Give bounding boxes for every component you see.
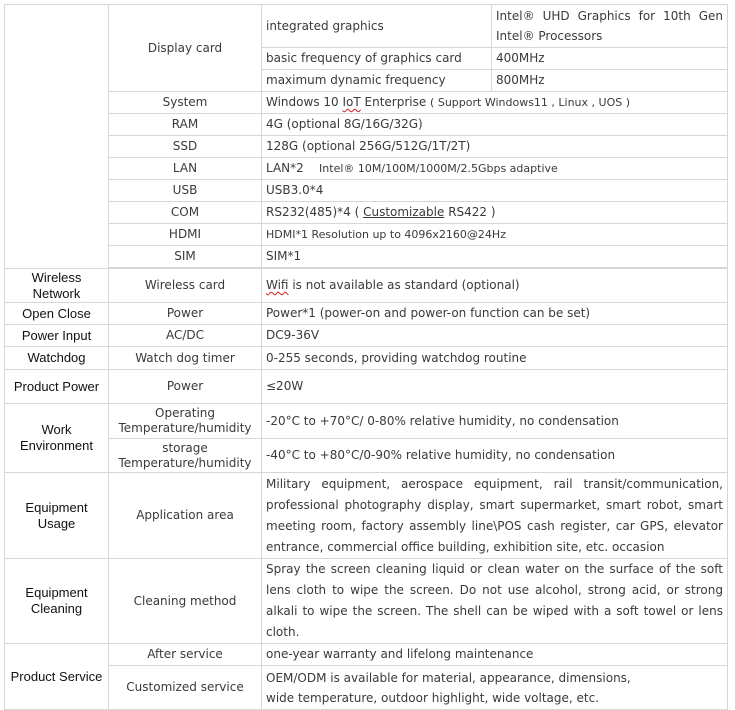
subcategory-ssd: SSD xyxy=(109,136,262,158)
com-customizable: Customizable xyxy=(363,205,445,219)
subcategory-usb: USB xyxy=(109,180,262,202)
com-text-a: RS232(485)*4 ( xyxy=(266,205,364,219)
subcategory-ram: RAM xyxy=(109,114,262,136)
subcategory-customized-service: Customized service xyxy=(109,666,262,710)
category-watchdog: Watchdog xyxy=(5,347,109,370)
value-line: wide temperature, outdoor highlight, wide voltage, etc. xyxy=(266,690,600,705)
spec-value-operating-temp: -20°C to +70°C/ 0-80% relative humidity, no condensation xyxy=(262,404,728,439)
spec-value-hdmi: HDMI*1 Resolution up to 4096x2160@24Hz xyxy=(262,224,728,246)
spec-value-integrated-graphics xyxy=(492,5,728,48)
spec-value-com xyxy=(262,202,728,224)
table-row xyxy=(5,303,728,325)
category-power-input: Power Input xyxy=(5,325,109,347)
table-row xyxy=(5,202,728,224)
spec-value-storage-temp: -40°C to +80°C/0-90% relative humidity, no condensation xyxy=(262,439,728,473)
table-row xyxy=(5,325,728,347)
table-row xyxy=(5,224,728,246)
subcategory-cleaning-method: Cleaning method xyxy=(109,559,262,644)
lan-count: LAN*2 xyxy=(266,161,304,175)
subcategory-product-power: Power xyxy=(109,370,262,404)
category-equipment-cleaning: Equipment Cleaning xyxy=(5,559,109,644)
spec-name-integrated-graphics: integrated graphics xyxy=(262,5,492,48)
lan-adapter: Intel® 10M/100M/1000M/2.5Gbps adaptive xyxy=(319,162,558,175)
table-row xyxy=(5,644,728,666)
wireless-text: is not available as standard (optional) xyxy=(288,278,520,292)
spec-value-max-frequency: 800MHz xyxy=(492,70,728,92)
table-row xyxy=(5,473,728,559)
subcategory-ac-dc: AC/DC xyxy=(109,325,262,347)
category-cell-blank xyxy=(5,5,109,269)
spec-value-cleaning-method: Spray the screen cleaning liquid or clean water on the surface of the soft lens cloth to wipe the screen. Do not use alcohol, strong acid, or strong alkali to wipe the screen. The shell can be wiped with a soft towel or lens cloth. xyxy=(262,559,728,644)
table-row xyxy=(5,559,728,644)
spec-value-wireless xyxy=(262,269,728,303)
spec-value-ssd: 128G (optional 256G/512G/1T/2T) xyxy=(262,136,728,158)
spec-table-wrapper xyxy=(4,4,728,710)
subcategory-hdmi: HDMI xyxy=(109,224,262,246)
category-wireless-network: Wireless Network xyxy=(5,269,109,303)
subcategory-application-area: Application area xyxy=(109,473,262,559)
system-text: Windows 10 IoT Enterprise ( Support Windows11 , Linux , UOS ) xyxy=(266,95,631,109)
subcategory-watch-dog-timer: Watch dog timer xyxy=(109,347,262,370)
subcategory-operating-temp: Operating Temperature/humidity xyxy=(109,404,262,439)
subcategory-system: System xyxy=(109,92,262,114)
spec-value-sim: SIM*1 xyxy=(262,246,728,268)
table-row xyxy=(5,269,728,303)
subcategory-display-card: Display card xyxy=(109,5,262,92)
table-row xyxy=(5,158,728,180)
spec-value-product-power: ≤20W xyxy=(262,370,728,404)
category-equipment-usage: Equipment Usage xyxy=(5,473,109,559)
spec-value-system xyxy=(262,92,728,114)
com-text-c: RS422 ) xyxy=(444,205,496,219)
iot-word: IoT xyxy=(342,95,361,109)
spec-table xyxy=(4,4,728,710)
subcategory-wireless-card: Wireless card xyxy=(109,269,262,303)
subcategory-after-service: After service xyxy=(109,644,262,666)
table-row xyxy=(5,246,728,268)
category-product-service: Product Service xyxy=(5,644,109,710)
table-row xyxy=(5,92,728,114)
spec-value-after-service: one-year warranty and lifelong maintenance xyxy=(262,644,728,666)
spec-value-ram: 4G (optional 8G/16G/32G) xyxy=(262,114,728,136)
value-line: Intel® Processors xyxy=(496,29,603,43)
spec-name-basic-frequency: basic frequency of graphics card xyxy=(262,48,492,70)
table-row xyxy=(5,347,728,370)
table-row xyxy=(5,114,728,136)
category-work-environment: Work Environment xyxy=(5,404,109,473)
table-row xyxy=(5,439,728,473)
spec-value-power-input: DC9-36V xyxy=(262,325,728,347)
spec-value-open-close: Power*1 (power-on and power-on function can be set) xyxy=(262,303,728,325)
spec-name-max-frequency: maximum dynamic frequency xyxy=(262,70,492,92)
system-support-text: ( Support Windows11 , Linux , UOS ) xyxy=(430,96,631,109)
subcategory-storage-temp: storage Temperature/humidity xyxy=(109,439,262,473)
table-row xyxy=(5,180,728,202)
table-row xyxy=(5,136,728,158)
spec-value-basic-frequency: 400MHz xyxy=(492,48,728,70)
spec-value-application-area: Military equipment, aerospace equipment, rail transit/communication, professional photography display, smart supermarket, smart robot, smart meeting room, factory assembly line\POS cash register, car GPS, elevator entrance, commercial office building, exhibition site, etc. occasion xyxy=(262,473,728,559)
wifi-word: Wifi xyxy=(266,278,289,292)
spec-value-usb: USB3.0*4 xyxy=(262,180,728,202)
subcategory-sim: SIM xyxy=(109,246,262,268)
subcategory-com: COM xyxy=(109,202,262,224)
category-open-close: Open Close xyxy=(5,303,109,325)
subcategory-lan: LAN xyxy=(109,158,262,180)
table-row xyxy=(5,404,728,439)
spec-value-lan xyxy=(262,158,728,180)
table-row xyxy=(5,370,728,404)
category-product-power: Product Power xyxy=(5,370,109,404)
table-row xyxy=(5,5,728,48)
subcategory-power: Power xyxy=(109,303,262,325)
spec-value-watchdog: 0-255 seconds, providing watchdog routine xyxy=(262,347,728,370)
value-line: OEM/ODM is available for material, appearance, dimensions, xyxy=(266,670,631,685)
value-line: Intel® UHD Graphics for 10th Gen xyxy=(496,9,723,23)
